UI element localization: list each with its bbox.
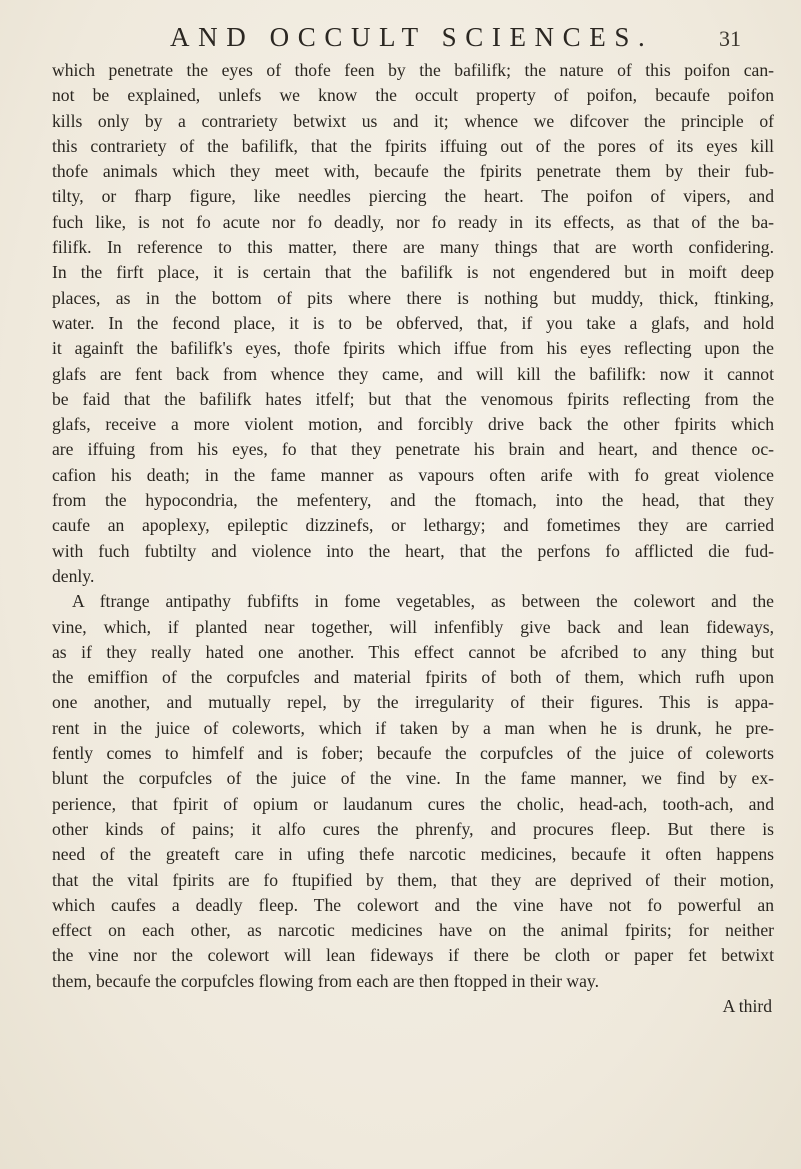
text-line: with fuch fubtilty and violence into the heart, that the perfons fo afflicted die fud-: [52, 540, 774, 561]
text-line: them, becaufe the corpufcles flowing from each are then ftopped in their way.: [52, 970, 599, 991]
text-line: glafs are fent back from whence they came, and will kill the bafilifk: now it cannot: [52, 363, 774, 384]
text-line: other kinds of pains; it alfo cures the phrenfy, and procures fleep. But there is: [52, 818, 774, 839]
catchword: A third: [722, 995, 772, 1016]
text-line: fuch like, is not fo acute nor fo deadly, nor fo ready in its effects, as that of the ba-: [52, 211, 774, 232]
text-line: rent in the juice of coleworts, which if taken by a man when he is drunk, he pre-: [52, 717, 774, 738]
text-line: the emiffion of the corpufcles and material fpirits of both of them, which rufh upon: [52, 667, 774, 688]
text-line: from the hypocondria, the mefentery, and the ftomach, into the head, that they: [52, 490, 774, 511]
page-number: 31: [719, 26, 741, 51]
text-line: water. In the fecond place, it is to be obferved, that, if you take a glafs, and hold: [52, 312, 774, 333]
text-line: not be explained, unlefs we know the occult property of poifon, becaufe poifon: [52, 85, 774, 106]
text-line: need of the greateft care in ufing thefe narcotic medicines, becaufe it often happens: [52, 844, 774, 865]
text-line: which caufes a deadly fleep. The colewort and the vine have not fo powerful an: [52, 894, 774, 915]
text-line: caufe an apoplexy, epileptic dizzinefs, or lethargy; and fometimes they are carried: [52, 515, 774, 536]
paragraph-basilisk: [52, 58, 774, 589]
text-line: filifk. In reference to this matter, there are many things that are worth confidering.: [52, 237, 774, 258]
text-line: the vine nor the colewort will lean fideways if there be cloth or paper fet betwixt: [52, 945, 774, 966]
text-line: as if they really hated one another. This effect cannot be afcribed to any thing but: [52, 641, 774, 662]
text-line: places, as in the bottom of pits where there is nothing but muddy, thick, ftinking,: [52, 287, 774, 308]
text-line: glafs, receive a more violent motion, and forcibly drive back the other fpirits which: [52, 414, 774, 435]
text-line: this contrariety of the bafilifk, that the fpirits iffuing out of the pores of its eyes kill: [52, 135, 774, 156]
text-line: effect on each other, as narcotic medicines have on the animal fpirits; for neither: [52, 920, 774, 941]
text-line: In the firft place, it is certain that the bafilifk is not engendered but in moift deep: [52, 262, 774, 283]
text-line: which penetrate the eyes of thofe feen by the bafilifk; the nature of this poifon can-: [52, 60, 774, 80]
text-line: denly.: [52, 565, 95, 586]
text-line: blunt the corpufcles of the juice of the vine. In the fame manner, we find by ex-: [52, 768, 774, 789]
text-line: cafion his death; in the fame manner as vapours often arife with fo great violence: [52, 464, 774, 485]
text-line: that the vital fpirits are fo ftupified by them, that they are deprived of their motion,: [52, 869, 774, 890]
paragraph-antipathy: [52, 589, 774, 994]
body-text: [52, 58, 774, 1019]
text-line: tilty, or fharp figure, like needles piercing the heart. The poifon of vipers, and: [52, 186, 774, 207]
text-line: thofe animals which they meet with, becaufe the fpirits penetrate them by their fub-: [52, 161, 774, 182]
text-line: one another, and mutually repel, by the irregularity of their figures. This is appa-: [52, 692, 774, 713]
text-line: kills only by a contrariety betwixt us and it; whence we difcover the principle of: [52, 110, 774, 131]
running-title: AND OCCULT SCIENCES.: [170, 22, 654, 52]
text-line: A ftrange antipathy fubfifts in fome vegetables, as between the colewort and the: [72, 591, 774, 612]
text-line: perience, that fpirit of opium or laudanum cures the cholic, head-ach, tooth-ach, and: [52, 793, 774, 814]
running-head: [170, 22, 741, 56]
text-line: fently comes to himfelf and is fober; becaufe the corpufcles of the juice of coleworts: [52, 743, 774, 764]
text-line: are iffuing from his eyes, fo that they penetrate his brain and heart, and thence oc-: [52, 439, 774, 460]
text-line: vine, which, if planted near together, will infenfibly give back and lean fideways,: [52, 616, 774, 637]
text-line: be faid that the bafilifk hates itfelf; but that the venomous fpirits reflecting from the: [52, 388, 774, 409]
text-line: it againft the bafilifk's eyes, thofe fpirits which iffue from his eyes reflecting upon the: [52, 338, 774, 359]
